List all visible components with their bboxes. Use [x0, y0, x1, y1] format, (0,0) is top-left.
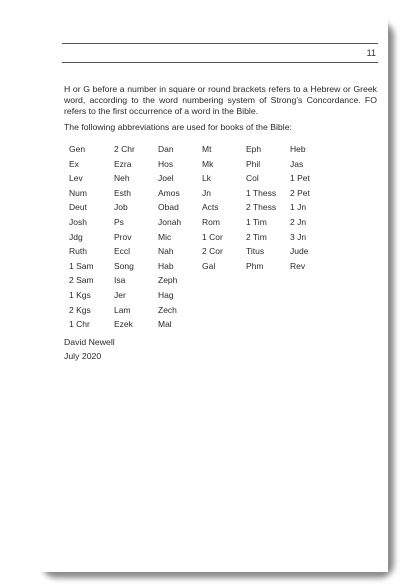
book-abbreviation: Titus — [246, 246, 265, 257]
book-abbreviation: Eccl — [114, 246, 131, 257]
book-abbreviation: Prov — [114, 231, 132, 242]
abbreviations-note: The following abbreviations are used for books of the Bible: — [64, 122, 292, 132]
book-abbreviation: Josh — [69, 216, 87, 227]
book-abbreviation: Phm — [246, 260, 264, 271]
book-abbreviation: Col — [246, 173, 259, 184]
book-abbreviation: 1 Cor — [202, 231, 223, 242]
book-abbreviation: Dan — [158, 144, 174, 154]
book-abbreviation: Mk — [202, 158, 214, 169]
book-abbreviation: Zech — [158, 304, 177, 315]
book-abbreviation: Amos — [158, 187, 180, 198]
book-abbreviation: Gen — [69, 144, 86, 154]
book-abbreviation: 1 Kgs — [69, 289, 91, 300]
book-abbreviation: Esth — [114, 187, 132, 198]
book-abbreviation: Phil — [246, 158, 261, 169]
book-abbreviation: Joel — [158, 173, 174, 184]
book-abbreviation: 2 Thess — [246, 202, 277, 213]
book-abbreviation: Deut — [69, 202, 87, 213]
book-abbreviation: Lev — [69, 173, 83, 184]
book-column — [114, 142, 159, 332]
book-column — [69, 142, 114, 332]
book-abbreviation: Num — [69, 187, 87, 198]
book-abbreviation: 2 Sam — [69, 275, 94, 286]
book-column — [246, 142, 291, 273]
book-abbreviation: Jn — [202, 187, 211, 198]
book-abbreviation: Lk — [202, 173, 211, 184]
book-abbreviation: Heb — [290, 144, 306, 154]
book-column — [202, 142, 247, 273]
book-abbreviation: 2 Pet — [290, 187, 310, 198]
book-abbreviation: 2 Kgs — [69, 304, 91, 315]
book-abbreviation: Ezek — [114, 319, 133, 330]
book-abbreviation: Mt — [202, 144, 212, 154]
book-abbreviation: Ex — [69, 158, 79, 169]
book-abbreviation: 1 Chr — [69, 319, 90, 330]
book-abbreviation: Jas — [290, 158, 304, 169]
book-abbreviation: Rom — [202, 216, 220, 227]
book-abbreviation: Ruth — [69, 246, 87, 257]
book-abbreviation: Hab — [158, 260, 174, 271]
book-abbreviation: Gal — [202, 260, 216, 271]
book-abbreviation: 1 Sam — [69, 260, 94, 271]
book-abbreviation: Zeph — [158, 275, 178, 286]
book-abbreviation: Hos — [158, 158, 174, 169]
book-abbreviation: 2 Chr — [114, 144, 135, 154]
book-abbreviation: 2 Tim — [246, 231, 267, 242]
book-abbreviation: 1 Thess — [246, 187, 277, 198]
book-abbreviation: Mal — [158, 319, 172, 330]
book-abbreviation: 3 Jn — [290, 231, 307, 242]
book-abbreviation: Jdg — [69, 231, 83, 242]
page-number: 11 — [366, 48, 376, 58]
intro-paragraph: H or G before a number in square or round brackets refers to a Hebrew or Greek word, according to the word numbering system of Strong’s Concordance. FO refers to the first occurrence of a word in the Bible. — [64, 84, 377, 116]
book-abbreviation: Acts — [202, 202, 219, 213]
book-abbreviation: Hag — [158, 289, 174, 300]
header-rule-bottom — [62, 62, 378, 63]
book-column — [158, 142, 203, 332]
book-abbreviation: Lam — [114, 304, 131, 315]
author-name: David Newell — [64, 337, 115, 347]
book-abbreviation: 1 Jn — [290, 202, 307, 213]
book-abbreviation: Obad — [158, 202, 179, 213]
book-column — [290, 142, 335, 273]
book-abbreviation: Nah — [158, 246, 174, 257]
book-abbreviation: Song — [114, 260, 134, 271]
book-abbreviation: Ps — [114, 216, 124, 227]
signature-date: July 2020 — [64, 351, 102, 361]
book-abbreviation: Neh — [114, 173, 130, 184]
book-abbreviation: Jude — [290, 246, 309, 257]
header-rule-top — [62, 43, 378, 44]
book-abbreviation: Ezra — [114, 158, 132, 169]
book-abbreviation: Job — [114, 202, 128, 213]
book-abbreviation: Mic — [158, 231, 172, 242]
book-abbreviation: 1 Tim — [246, 216, 267, 227]
bible-book-abbreviations-table — [69, 142, 369, 330]
book-abbreviation: Rev — [290, 260, 306, 271]
book-abbreviation: 2 Jn — [290, 216, 307, 227]
book-abbreviation: Jonah — [158, 216, 182, 227]
book-abbreviation: 1 Pet — [290, 173, 310, 184]
book-abbreviation: Jer — [114, 289, 126, 300]
book-abbreviation: Eph — [246, 144, 262, 154]
book-abbreviation: 2 Cor — [202, 246, 223, 257]
book-abbreviation: Isa — [114, 275, 126, 286]
